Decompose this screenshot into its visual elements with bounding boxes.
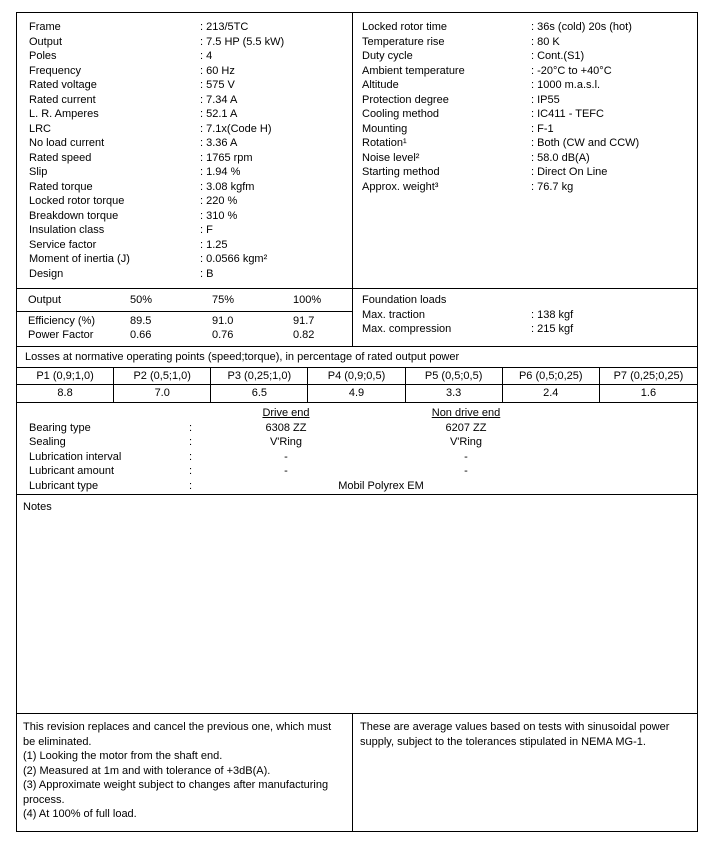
bearing-label: Lubricant type xyxy=(29,479,99,492)
bearing-row xyxy=(29,464,697,479)
spec-value: : 575 V xyxy=(200,79,235,91)
spec-value: : 52.1 A xyxy=(200,108,238,120)
losses-header-cell: P3 (0,25;1,0) xyxy=(211,368,308,385)
foundation-rows xyxy=(362,308,697,337)
footer-section xyxy=(17,713,697,831)
losses-value-row xyxy=(17,385,697,402)
spec-label: Moment of inertia (J) xyxy=(29,253,130,265)
spec-row xyxy=(29,35,352,50)
spec-value: : IC411 - TEFC xyxy=(531,108,604,120)
spec-value: : -20°C to +40°C xyxy=(531,64,612,77)
performance-header-cell: 50% xyxy=(130,294,153,306)
spec-row xyxy=(29,122,352,137)
bearing-colon: : xyxy=(189,436,193,448)
spec-row xyxy=(362,64,697,79)
spec-row xyxy=(362,136,697,151)
spec-row xyxy=(29,151,352,166)
spec-label: No load current xyxy=(29,137,105,149)
spec-row xyxy=(29,180,352,195)
spec-label: Approx. weight³ xyxy=(362,180,439,193)
motor-datasheet xyxy=(16,12,698,832)
spec-value: : 7.34 A xyxy=(200,93,238,106)
notes-title: Notes xyxy=(23,501,52,513)
performance-header-row xyxy=(17,293,352,312)
spec-value: : 3.36 A xyxy=(200,137,238,149)
spec-label: Altitude xyxy=(362,79,399,91)
spec-value: : 7.1x(Code H) xyxy=(200,122,272,135)
spec-label: Starting method xyxy=(362,166,440,178)
losses-value-cell: 3.3 xyxy=(406,385,503,402)
footer-note-line: This revision replaces and cancel the previous one, which must be eliminated. xyxy=(23,721,332,748)
spec-label: Locked rotor time xyxy=(362,21,447,33)
spec-row xyxy=(29,107,352,122)
foundation-loads-title: Foundation loads xyxy=(362,294,447,306)
spec-label: Mounting xyxy=(362,122,408,135)
spec-row xyxy=(362,35,697,50)
bearing-label: Lubricant amount xyxy=(29,465,114,477)
spec-label: Rotation¹ xyxy=(362,137,407,149)
bearing-non-drive-value: 6207 ZZ xyxy=(445,421,487,434)
bearing-non-drive-value: - xyxy=(464,465,468,477)
spec-row xyxy=(29,64,352,79)
bearings-rows xyxy=(29,421,697,494)
performance-value-cell: 0.76 xyxy=(212,329,234,341)
spec-value: : 7.5 HP (5.5 kW) xyxy=(200,35,285,48)
bearing-drive-value: V'Ring xyxy=(269,436,303,448)
spec-row xyxy=(362,49,697,64)
spec-row xyxy=(362,107,697,122)
foundation-row xyxy=(362,322,697,337)
spec-row xyxy=(362,180,697,195)
spec-label: LRC xyxy=(29,122,52,135)
performance-section xyxy=(17,288,697,346)
footer-tolerance-note: These are average values based on tests with sinusoidal power supply, subject to the tolerances stipulated in NEMA MG-1. xyxy=(360,721,670,748)
spec-value: : 3.08 kgfm xyxy=(200,180,255,193)
performance-row xyxy=(17,314,352,329)
spec-value: : Both (CW and CCW) xyxy=(531,137,640,149)
losses-value-cell: 8.8 xyxy=(17,385,114,402)
bearings-header-row xyxy=(29,406,697,421)
spec-label: Poles xyxy=(29,50,57,62)
spec-value: : B xyxy=(200,267,214,280)
spec-label: Duty cycle xyxy=(362,50,413,62)
bearing-colon: : xyxy=(189,465,193,477)
spec-row xyxy=(362,151,697,166)
performance-value-cell: 89.5 xyxy=(130,314,152,327)
foundation-label: Max. traction xyxy=(362,308,425,321)
spec-label: Insulation class xyxy=(29,224,105,236)
foundation-value: : 215 kgf xyxy=(531,323,574,335)
performance-header-cell: 75% xyxy=(212,294,235,306)
spec-row xyxy=(362,78,697,93)
bearing-label: Lubrication interval xyxy=(29,450,122,463)
spec-value: : 4 xyxy=(200,50,213,62)
spec-label: Output xyxy=(29,35,63,48)
footer-note-line: (2) Measured at 1m and with tolerance of +3dB(A). xyxy=(23,764,271,777)
losses-header-cell: P1 (0,9;1,0) xyxy=(17,368,114,385)
specs-right-column xyxy=(353,13,697,288)
footer-revision-notes xyxy=(17,714,353,831)
spec-label: Rated speed xyxy=(29,151,92,164)
losses-value-cell: 6.5 xyxy=(211,385,308,402)
foundation-loads xyxy=(353,289,697,346)
performance-row xyxy=(17,328,352,343)
losses-header-cell: P5 (0,5;0,5) xyxy=(406,368,503,385)
bearing-label: Bearing type xyxy=(29,421,91,434)
spec-label: Rated voltage xyxy=(29,79,97,91)
footer-note-line: (4) At 100% of full load. xyxy=(23,808,137,820)
losses-value-cell: 2.4 xyxy=(503,385,600,402)
losses-section xyxy=(17,346,697,402)
spec-label: Rated current xyxy=(29,93,96,106)
losses-value-cell: 7.0 xyxy=(114,385,211,402)
spec-label: Slip xyxy=(29,166,48,178)
spec-value: : IP55 xyxy=(531,93,560,106)
bearing-drive-value: - xyxy=(284,465,288,477)
performance-row-label: Efficiency (%) xyxy=(28,314,96,327)
spec-value: : Direct On Line xyxy=(531,166,608,178)
spec-value: : 0.0566 kgm² xyxy=(200,253,268,265)
foundation-value: : 138 kgf xyxy=(531,308,574,321)
spec-row xyxy=(29,252,352,267)
spec-row xyxy=(29,223,352,238)
spec-label: Service factor xyxy=(29,238,97,251)
spec-value: : 1.25 xyxy=(200,238,228,251)
spec-label: Frame xyxy=(29,21,61,33)
spec-row xyxy=(362,122,697,137)
spec-value: : 76.7 kg xyxy=(531,180,574,193)
spec-label: Noise level² xyxy=(362,151,420,164)
bearing-row xyxy=(29,479,697,494)
spec-label: Design xyxy=(29,267,64,280)
spec-label: Locked rotor torque xyxy=(29,195,125,207)
spec-value: : 220 % xyxy=(200,195,238,207)
losses-header-cell: P2 (0,5;1,0) xyxy=(114,368,211,385)
bearing-colon: : xyxy=(189,450,193,463)
spec-label: Frequency xyxy=(29,64,81,77)
bearing-span-value: Mobil Polyrex EM xyxy=(338,479,424,492)
spec-label: Ambient temperature xyxy=(362,64,465,77)
spec-row xyxy=(29,267,352,282)
spec-row xyxy=(29,194,352,209)
notes-section xyxy=(17,494,697,713)
bearing-colon: : xyxy=(189,421,193,434)
losses-value-cell: 1.6 xyxy=(640,387,657,399)
footer-note-line: (1) Looking the motor from the shaft end. xyxy=(23,750,223,762)
specs-section xyxy=(17,13,697,288)
spec-row xyxy=(29,93,352,108)
spec-row xyxy=(29,165,352,180)
performance-value-cell: 91.0 xyxy=(212,314,234,327)
performance-table xyxy=(17,289,353,346)
bearing-label: Sealing xyxy=(29,436,66,448)
non-drive-end-header: Non drive end xyxy=(431,407,501,419)
spec-row xyxy=(29,20,352,35)
spec-value: : Cont.(S1) xyxy=(531,50,585,62)
spec-row xyxy=(29,209,352,224)
losses-header-row xyxy=(17,368,697,386)
foundation-row xyxy=(362,308,697,323)
spec-row xyxy=(362,93,697,108)
losses-header-cell: P7 (0,25;0,25) xyxy=(613,369,684,382)
spec-label: Breakdown torque xyxy=(29,209,119,222)
spec-value: : 213/5TC xyxy=(200,21,249,33)
bearing-non-drive-value: - xyxy=(464,450,468,463)
performance-rows xyxy=(17,312,352,343)
spec-label: L. R. Amperes xyxy=(29,108,99,120)
bearing-row xyxy=(29,435,697,450)
bearings-section xyxy=(17,402,697,494)
spec-label: Cooling method xyxy=(362,108,440,120)
spec-value: : F xyxy=(200,224,213,236)
bearing-row xyxy=(29,450,697,465)
spec-row xyxy=(29,49,352,64)
spec-value: : F-1 xyxy=(531,122,554,135)
spec-row xyxy=(29,78,352,93)
losses-header-cell: P6 (0,5;0,25) xyxy=(503,368,600,385)
spec-value: : 58.0 dB(A) xyxy=(531,151,590,164)
spec-value: : 60 Hz xyxy=(200,64,235,77)
spec-value: : 1.94 % xyxy=(200,166,241,178)
bearing-colon: : xyxy=(189,479,193,492)
bearing-drive-value: 6308 ZZ xyxy=(265,421,307,434)
spec-value: : 1000 m.a.s.l. xyxy=(531,79,601,91)
footer-note-line: (3) Approximate weight subject to changes after manufacturing process. xyxy=(23,779,329,806)
spec-value: : 80 K xyxy=(531,35,560,48)
losses-title: Losses at normative operating points (speed;torque), in percentage of rated output power xyxy=(17,347,697,368)
spec-value: : 36s (cold) 20s (hot) xyxy=(531,21,632,33)
bearing-non-drive-value: V'Ring xyxy=(449,436,483,448)
spec-value: : 310 % xyxy=(200,209,238,222)
performance-value-cell: 0.66 xyxy=(130,329,152,341)
drive-end-header: Drive end xyxy=(262,407,310,419)
spec-label: Temperature rise xyxy=(362,35,445,48)
spec-value: : 1765 rpm xyxy=(200,151,253,164)
bearing-row xyxy=(29,421,697,436)
losses-header-cell: P4 (0,9;0,5) xyxy=(308,368,405,385)
losses-value-cell: 4.9 xyxy=(308,385,405,402)
performance-row-label: Power Factor xyxy=(28,329,94,341)
spec-row xyxy=(362,20,697,35)
spec-row xyxy=(29,238,352,253)
spec-label: Protection degree xyxy=(362,93,449,106)
performance-value-cell: 0.82 xyxy=(293,329,315,341)
spec-label: Rated torque xyxy=(29,180,93,193)
performance-value-cell: 91.7 xyxy=(293,314,315,327)
bearing-drive-value: - xyxy=(284,450,288,463)
specs-left-column xyxy=(17,13,353,288)
foundation-label: Max. compression xyxy=(362,323,452,335)
performance-header-cell: Output xyxy=(28,294,62,306)
performance-header-cell: 100% xyxy=(293,294,322,306)
spec-row xyxy=(362,165,697,180)
spec-row xyxy=(29,136,352,151)
